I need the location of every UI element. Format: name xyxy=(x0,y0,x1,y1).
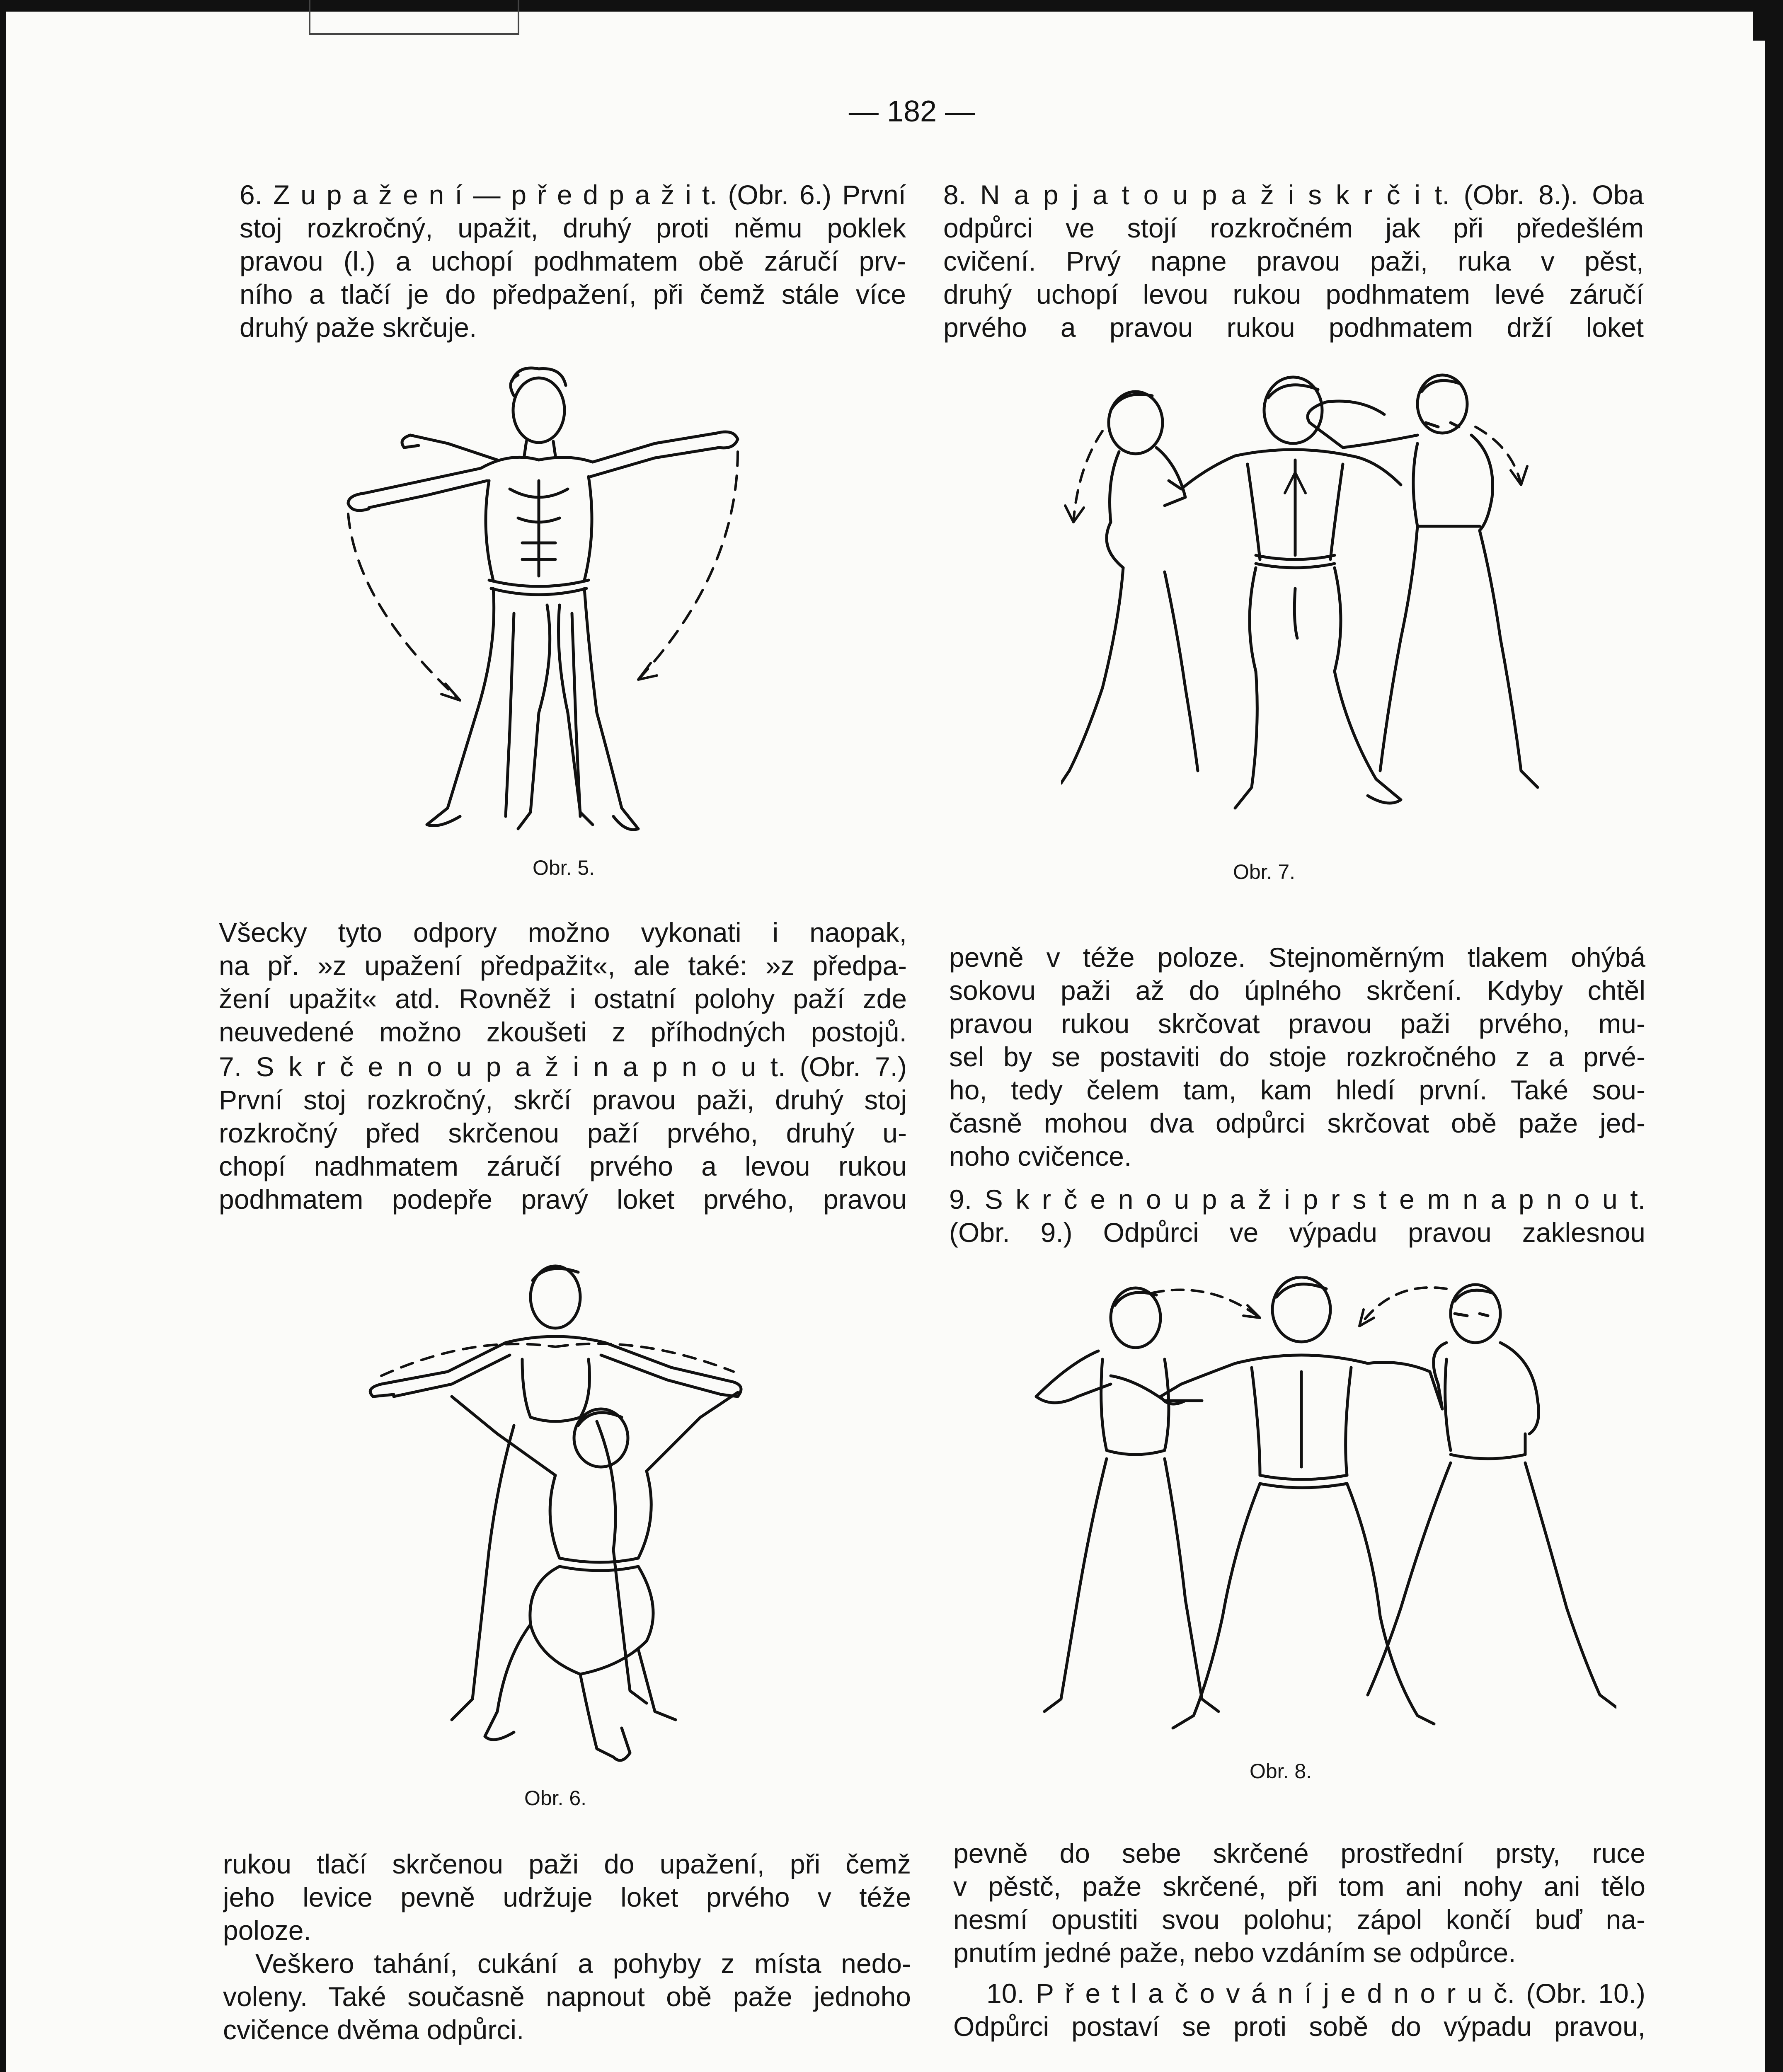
paragraph-8-continued-and-9 xyxy=(949,941,1645,1249)
text-line: sokovu paži až do úplného skrčení. Kdyby chtěl xyxy=(949,975,1645,1006)
scan-artifact-mark xyxy=(1753,12,1765,41)
text-line: pevně do sebe skrčené prostřední prsty, ruce xyxy=(953,1838,1645,1869)
text-line: neuvedené možno zkoušeti z příhodných postojů. xyxy=(219,1017,907,1047)
text-line: Všecky tyto odpory možno vykonati i naopak, xyxy=(219,917,907,948)
text-line: ního a tlačí je do předpažení, při čemž stále více xyxy=(240,279,906,310)
text-line: První stoj rozkročný, skrčí pravou paži, druhý stoj xyxy=(219,1084,907,1115)
text-line: podhmatem podepře pravý loket prvého, pravou xyxy=(219,1184,907,1215)
text-line: cvičence dvěma odpůrci. xyxy=(223,2014,524,2045)
paragraph-8 xyxy=(943,178,1644,344)
caption-obr-5: Obr. 5. xyxy=(532,856,595,879)
text-line: 7. S k r č e n o u p a ž i n a p n o u t. (Obr. 7.) xyxy=(219,1051,907,1082)
text-line: (Obr. 9.) Odpůrci ve výpadu pravou zaklesnou xyxy=(949,1217,1645,1248)
text-line: časně mohou dva odpůrci skrčovat obě paže jed- xyxy=(949,1108,1645,1138)
text-line: pevně v téže poloze. Stejnoměrným tlakem ohýbá xyxy=(949,942,1645,973)
paragraph-9-continued-and-10 xyxy=(953,1837,1645,2043)
text-line: ho, tedy čelem tam, kam hledí první. Také sou- xyxy=(949,1075,1645,1105)
text-line: pravou (l.) a uchopí podhmatem obě záručí prv- xyxy=(240,246,906,276)
text-line: pnutím jedné paže, nebo vzdáním se odpůrce. xyxy=(953,1937,1516,1968)
text-line: 6. Z u p a ž e n í — p ř e d p a ž i t. (Obr. 6.) První xyxy=(240,179,906,210)
text-line: cvičení. Prvý napne pravou paži, ruka v pěst, xyxy=(943,246,1644,276)
text-line: na př. »z upažení předpažit«, ale také: »z předpa- xyxy=(219,950,907,981)
paragraph-6 xyxy=(240,178,906,344)
text-line: 10. P ř e t l a č o v á n í j e d n o r u č. (Obr. 10.) xyxy=(986,1978,1645,2009)
text-line: druhý uchopí levou rukou podhmatem levé záručí xyxy=(943,279,1644,310)
text-line: 8. N a p j a t o u p a ž i s k r č i t. (Obr. 8.). Oba xyxy=(943,179,1644,210)
scan-artifact-box xyxy=(309,0,519,35)
text-line: Veškero tahání, cukání a pohyby z místa nedo- xyxy=(255,1948,911,1979)
text-line: jeho levice pevně udržuje loket prvého v téže xyxy=(223,1882,911,1912)
figure-obr-7 xyxy=(1061,373,1567,841)
text-line: rukou tlačí skrčenou paži do upažení, při čemž xyxy=(223,1849,911,1879)
text-line: prvého a pravou rukou podhmatem drží loket xyxy=(943,312,1644,343)
caption-obr-6: Obr. 6. xyxy=(524,1786,587,1810)
text-line: poloze. xyxy=(223,1915,311,1946)
caption-obr-8: Obr. 8. xyxy=(1249,1760,1312,1783)
scan-border-right xyxy=(1765,0,1783,2072)
text-line: sel by se postaviti do stoje rozkročného z a prvé- xyxy=(949,1041,1645,1072)
text-line: žení upažit« atd. Rovněž i ostatní polohy paží zde xyxy=(219,983,907,1014)
text-line: odpůrci ve stojí rozkročném jak při předešlém xyxy=(943,213,1644,243)
text-line: pravou rukou skrčovat pravou paži prvého, mu- xyxy=(949,1008,1645,1039)
scan-border-top xyxy=(0,0,1783,12)
text-line: nesmí opustiti svou polohu; zápol končí buď na- xyxy=(953,1904,1645,1935)
paragraph-obr5-note-and-7 xyxy=(219,916,907,1216)
scan-border-left xyxy=(0,0,6,2072)
text-line: Odpůrci postaví se proti sobě do výpadu pravou, xyxy=(953,2011,1645,2042)
text-line: rozkročný před skrčenou paží prvého, druhý u- xyxy=(219,1118,907,1148)
text-line: stoj rozkročný, upažit, druhý proti němu poklek xyxy=(240,213,906,243)
text-line: 9. S k r č e n o u p a ž i p r s t e m n a p n o u t. xyxy=(949,1184,1645,1215)
text-line: voleny. Také současně napnout obě paže jednoho xyxy=(223,1981,911,2012)
text-line: chopí nadhmatem záručí prvého a levou rukou xyxy=(219,1151,907,1181)
figure-obr-8 xyxy=(1028,1276,1616,1745)
text-line: druhý paže skrčuje. xyxy=(240,312,477,343)
figure-obr-6 xyxy=(348,1260,787,1786)
caption-obr-7: Obr. 7. xyxy=(1233,860,1296,884)
paragraph-7-continued xyxy=(223,1847,911,2046)
page-number: — 182 — xyxy=(848,95,975,128)
text-line: noho cvičence. xyxy=(949,1141,1132,1172)
figure-obr-5 xyxy=(323,356,804,850)
text-line: v pěstč, paže skrčené, při tom ani nohy ani tělo xyxy=(953,1871,1645,1902)
